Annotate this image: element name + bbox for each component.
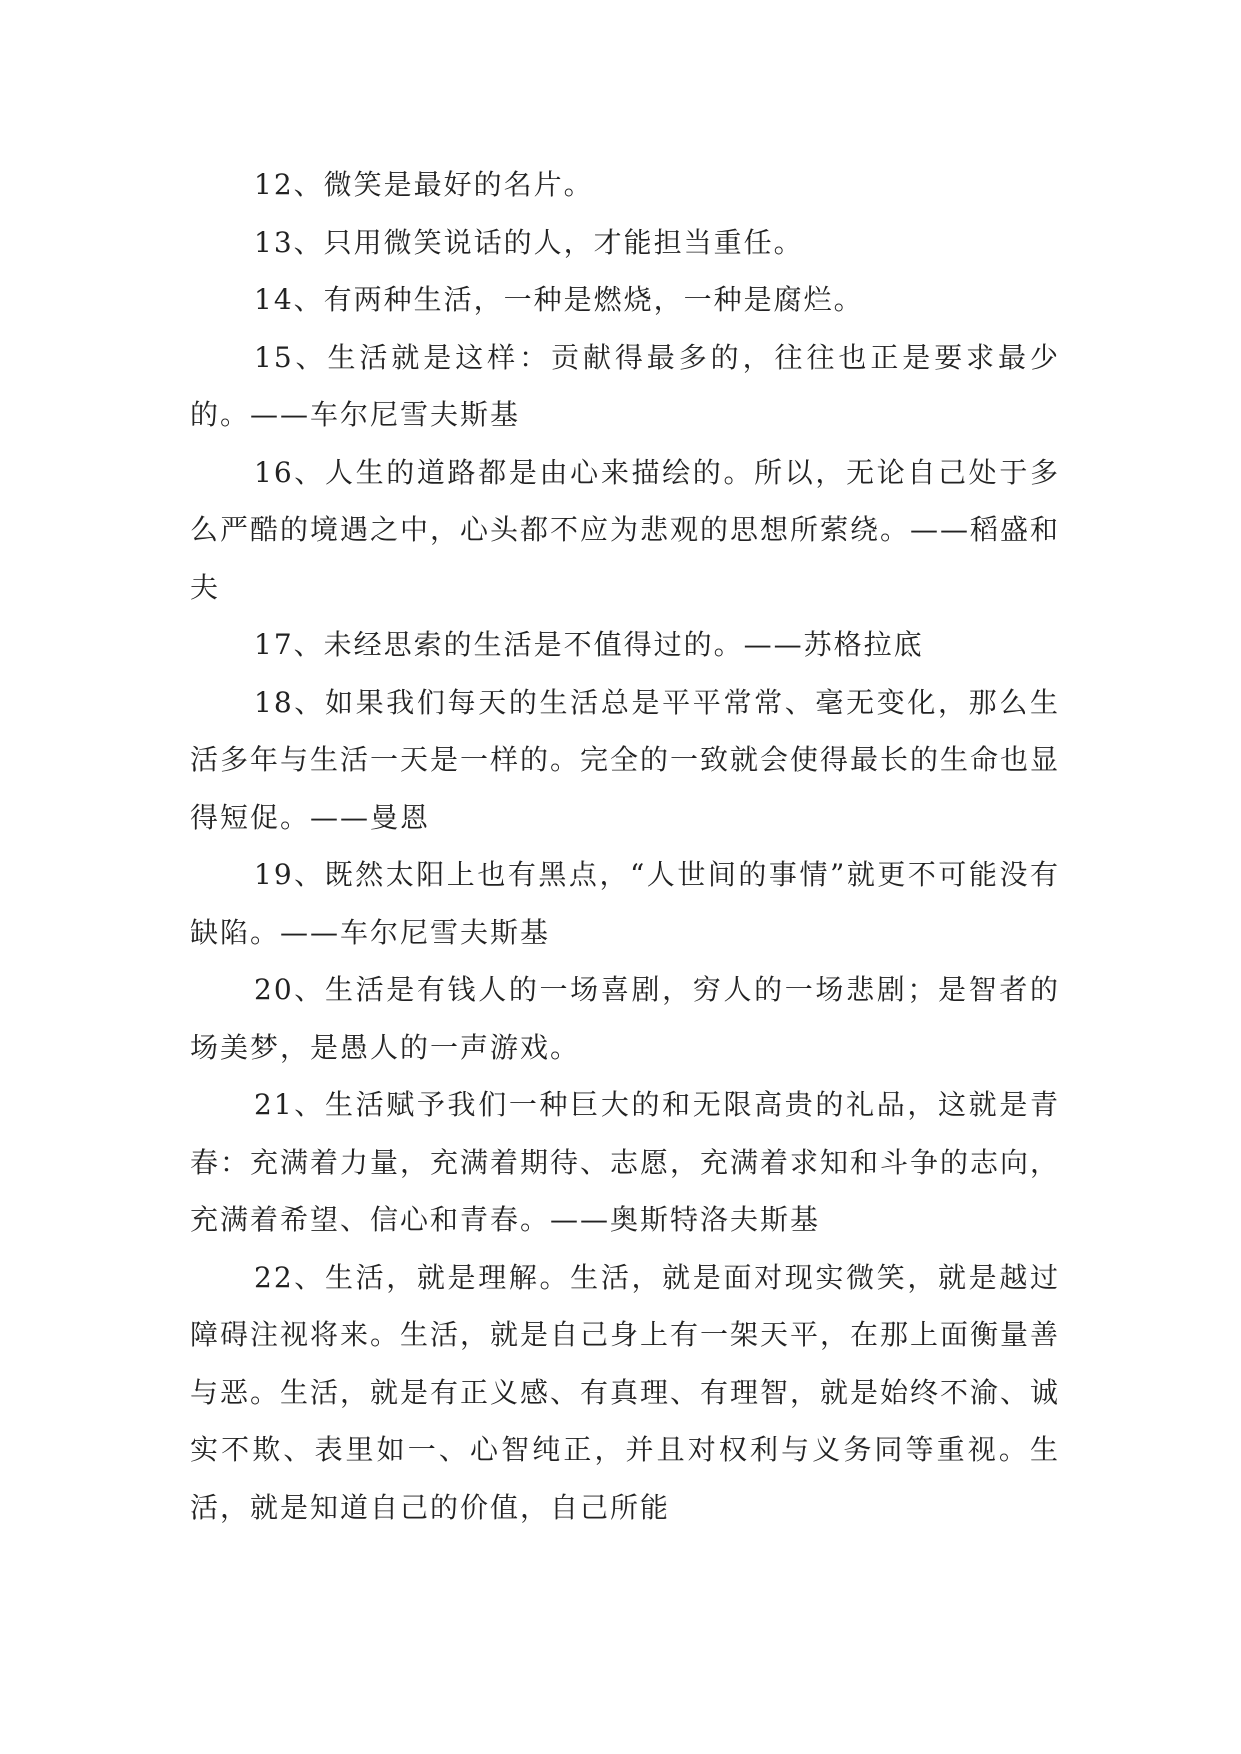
quote-paragraph-13: 13、只用微笑说话的人，才能担当重任。 <box>254 225 804 259</box>
quote-paragraph-22: 22、生活，就是理解。生活，就是面对现实微笑，就是越过障碍注视将来。生活，就是自己身上有一架天平，在那上面衡量善与恶。生活，就是有正义感、有真理、有理智，就是始终不渝、诚实不欺、表里如一、心智纯正，并且对权利与义务同等重视。生活，就是知道自己的价值，自己所能 <box>190 1260 1061 1524</box>
quote-paragraph-20: 20、生活是有钱人的一场喜剧，穷人的一场悲剧；是智者的场美梦，是愚人的一声游戏。 <box>190 973 1060 1064</box>
quote-paragraph-14: 14、有两种生活，一种是燃烧，一种是腐烂。 <box>254 283 864 316</box>
quote-paragraph-17: 17、未经思索的生活是不值得过的。——苏格拉底 <box>254 628 924 661</box>
quote-paragraph-15: 15、生活就是这样：贡献得最多的，往往也正是要求最少的。——车尔尼雪夫斯基 <box>190 340 1060 431</box>
quote-paragraph-18: 18、如果我们每天的生活总是平平常常、毫无变化，那么生活多年与生活一天是一样的。完全的一致就会使得最长的生命也显得短促。——曼恩 <box>190 685 1061 834</box>
quote-paragraph-12: 12、微笑是最好的名片。 <box>254 168 594 201</box>
quote-paragraph-21: 21、生活赋予我们一种巨大的和无限高贵的礼品，这就是青春：充满着力量，充满着期待、志愿，充满着求知和斗争的志向，充满着希望、信心和青春。——奥斯特洛夫斯基 <box>190 1088 1061 1236</box>
quote-paragraph-19: 19、既然太阳上也有黑点，“人世间的事情”就更不可能没有缺陷。——车尔尼雪夫斯基 <box>190 858 1060 949</box>
quote-paragraph-16: 16、人生的道路都是由心来描绘的。所以，无论自己处于多么严酷的境遇之中，心头都不应为悲观的思想所萦绕。——稻盛和夫 <box>190 455 1061 604</box>
document-body <box>190 156 1060 1536</box>
